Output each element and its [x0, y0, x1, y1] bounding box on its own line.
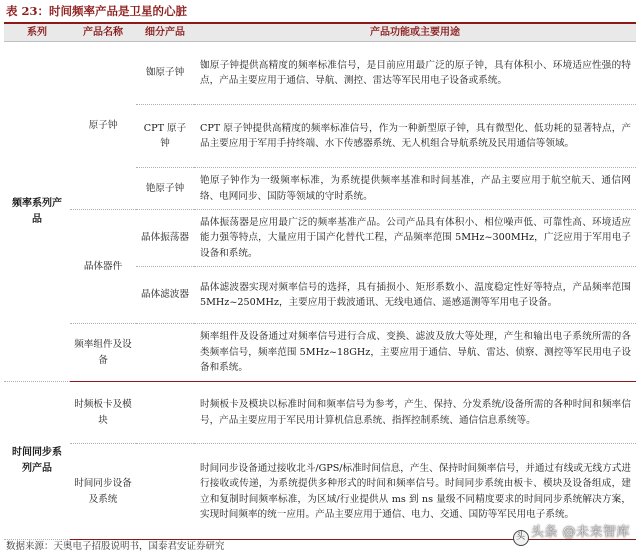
- series-frequency: 频率系列产品: [4, 42, 70, 382]
- product-frequency-component: 频率组件及设备: [70, 324, 136, 382]
- series-time-sync: 时间同步系列产品: [4, 382, 70, 540]
- sub-crystal-oscillator: 晶体振荡器: [136, 210, 194, 267]
- header-series: 系列: [4, 24, 70, 42]
- desc-crystal-oscillator: 晶体振荡器是应用最广泛的频率基准产品。公司产品具有体积小、相位噪声低、可靠性高、环境适应能力强等特点，大量应用于国产化替代工程，产品频率范围 5MHz~300MHz，广泛应用于军用电子设备和系统。: [194, 210, 636, 267]
- source-note: 数据来源：天奥电子招股说明书，国泰君安证券研究: [6, 541, 225, 552]
- sub-time-sync-system: [136, 444, 194, 540]
- sub-crystal-filter: 晶体滤波器: [136, 267, 194, 324]
- header-product: 产品名称: [70, 24, 136, 42]
- desc-cpt-clock: CPT 原子钟提供高精度的频率标准信号，作为一种新型原子钟，具有微型化、低功耗的显著特点，产品主要应用于军用手持终端、水下传感器系统、无人机组合导航系统及民用通信等领域。: [194, 105, 636, 168]
- sub-cesium-clock: 铯原子钟: [136, 168, 194, 210]
- desc-frequency-component: 频率组件及设备通过对频率信号进行合成、变换、滤波及放大等处理，产生和输出电子系统所需的各类频率信号，频率范围 5MHz~18GHz，主要应用于通信、导航、雷达、侦察、测控等军民用电子设备和系统。: [194, 324, 636, 382]
- product-crystal-device: 晶体器件: [70, 210, 136, 324]
- desc-timing-board: 时频板卡及模块以标准时间和频率信号为参考，产生、保持、分发系统/设备所需的各种时间和频率信号，产品主要应用于军民用计算机信息系统、指挥控制系统、通信信息系统等。: [194, 382, 636, 444]
- product-atomic-clock: 原子钟: [70, 42, 136, 210]
- watermark: [513, 521, 630, 546]
- table-title: 表 23：时间频率产品是卫星的心脏: [6, 4, 188, 18]
- product-table: [4, 24, 636, 540]
- sub-cpt-clock: CPT 原子钟: [136, 105, 194, 168]
- desc-time-sync-system: 时间同步设备通过接收北斗/GPS/标准时间信息，产生、保持时间频率信号，并通过有线或无线方式进行接收或传递，为系统提供多种形式的时间和频率信号。时间同步系统由板卡、模块及设备组成，建立和复制时间频率标准，为区域/行业提供从 ms 到 ns 量级不同精度要求的时间同步系统解决方案，实现时间频率的统一应用。产品主要应用于通信、电力、交通、国防等军民用电子系统。: [194, 444, 636, 540]
- watermark-text: 头条 @未来智库: [530, 525, 630, 540]
- product-time-sync-system: 时间同步设备及系统: [70, 444, 136, 540]
- sub-frequency-component: [136, 324, 194, 382]
- header-function: 产品功能或主要用途: [194, 24, 636, 42]
- header-subproduct: 细分产品: [136, 24, 194, 42]
- desc-crystal-filter: 晶体滤波器实现对频率信号的选择，具有插损小、矩形系数小、温度稳定性好等特点，产品频率范围 5MHz~250MHz，主要应用于载波通讯、无线电通信、遥感遥测等军用电子设备。: [194, 267, 636, 324]
- product-timing-board: 时频板卡及模块: [70, 382, 136, 444]
- sub-rubidium-clock: 铷原子钟: [136, 42, 194, 105]
- desc-rubidium-clock: 铷原子钟提供高精度的频率标准信号，是目前应用最广泛的原子钟，具有体积小、环境适应性强的特点，产品主要应用于通信、导航、测控、雷达等军民用电子设备或系统。: [194, 42, 636, 105]
- desc-cesium-clock: 铯原子钟作为一级频率标准，为系统提供频率基准和时间基准，产品主要应用于航空航天、通信网络、电网同步、国防等领域的守时系统。: [194, 168, 636, 210]
- sub-timing-board: [136, 382, 194, 444]
- toutiao-logo-icon: 头: [513, 530, 529, 546]
